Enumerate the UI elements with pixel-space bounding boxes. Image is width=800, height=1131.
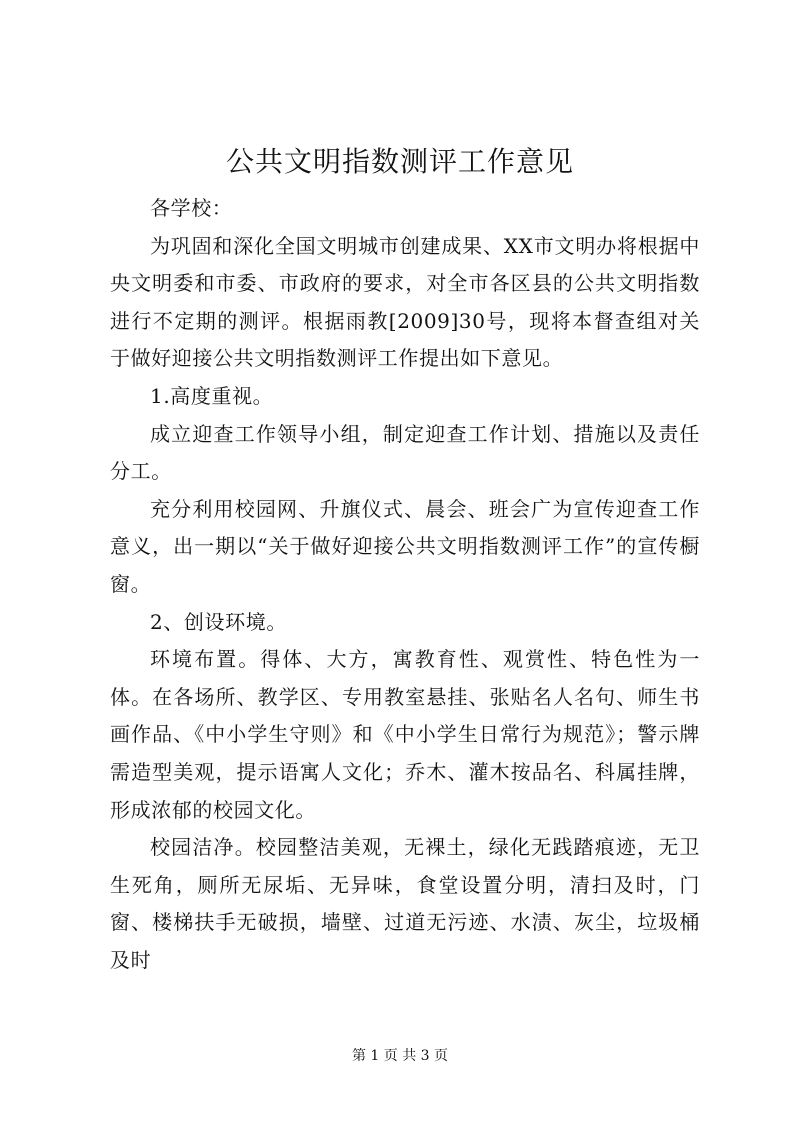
salutation: 各学校：: [150, 196, 233, 220]
paragraph-publicity: 充分利用校园网、升旗仪式、晨会、班会广为宣传迎查工作意义，出一期以“关于做好迎接公共文明指数测评工作”的宣传橱窗。: [110, 496, 700, 596]
paragraph-environment: 环境布置。得体、大方，寓教育性、观赏性、特色性为一体。在各场所、教学区、专用教室悬挂、张贴名人名句、师生书画作品、《中小学生守则》和《中小学生日常行为规范》；警示牌需造型美观，提示语寓人文化；乔木、灌木按品名、科属挂牌，形成浓郁的校园文化。: [110, 647, 700, 822]
section-heading-2: 2、创设环境。: [150, 609, 287, 634]
page-footer: 第 1 页 共 3 页: [351, 1048, 449, 1064]
paragraph-cleanliness: 校园洁净。校园整洁美观，无裸土，绿化无践踏痕迹，无卫生死角，厕所无尿垢、无异味，食堂设置分明，清扫及时，门窗、楼梯扶手无破损，墙壁、过道无污迹、水渍、灰尘，垃圾桶及时: [110, 835, 700, 972]
document-title: 公共文明指数测评工作意见: [225, 145, 574, 178]
document-body: [110, 190, 700, 979]
paragraph-intro: 为巩固和深化全国文明城市创建成果、XX市文明办将根据中央文明委和市委、市政府的要求，对全市各区县的公共文明指数进行不定期的测评。根据雨教[2009]30号，现将本督查组对关于做好迎接公共文明指数测评工作提出如下意见。: [110, 233, 700, 371]
paragraph-leadership: 成立迎查工作领导小组，制定迎查工作计划、措施以及责任分工。: [110, 421, 700, 484]
section-heading-1: 1.高度重视。: [150, 383, 274, 408]
